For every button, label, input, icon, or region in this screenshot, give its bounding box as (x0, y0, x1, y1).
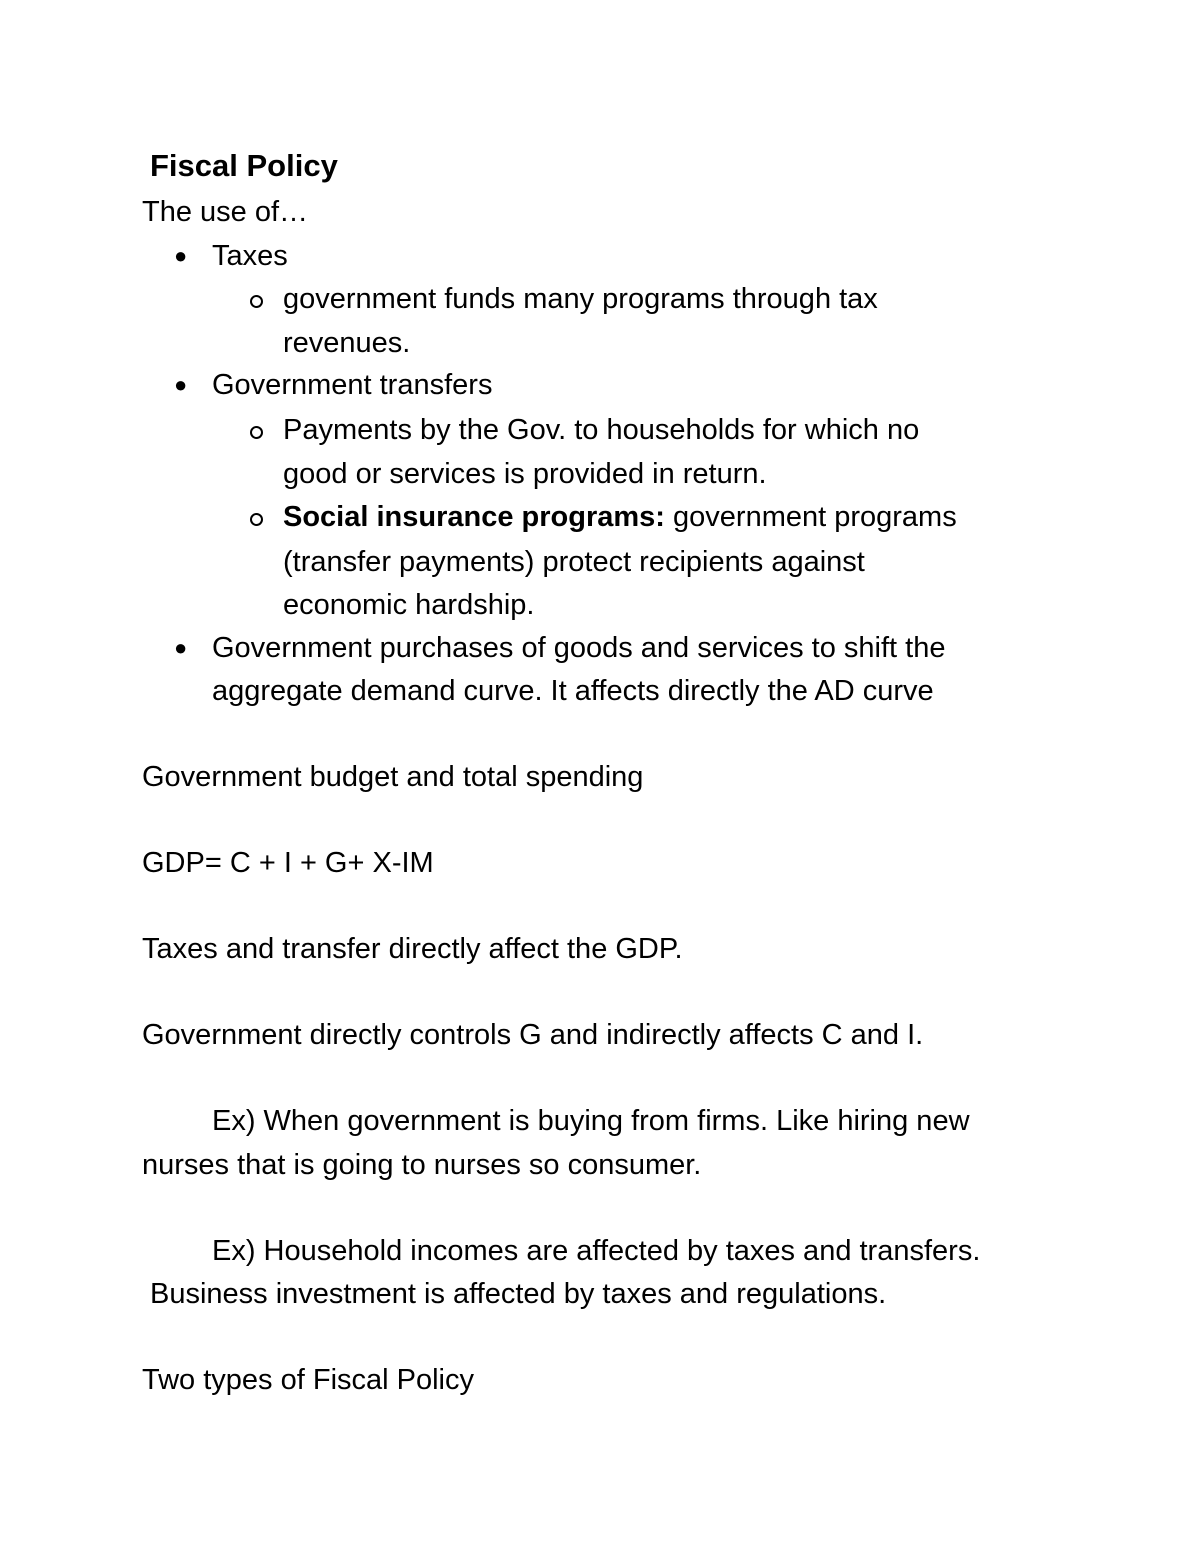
sub-bullet-icon (250, 295, 263, 308)
sub-item-text: government funds many programs through tax (283, 283, 878, 315)
list-item-taxes: Taxes (212, 240, 288, 272)
example-1: Ex) When government is buying from firms. Like hiring new (212, 1105, 970, 1137)
sub-item-text: (transfer payments) protect recipients against (283, 546, 865, 578)
list-item-transfers: Government transfers (212, 369, 493, 401)
example-2-cont: Business investment is affected by taxes and regulations. (150, 1278, 887, 1310)
sub-item-text: economic hardship. (283, 589, 535, 621)
paragraph-gdp-formula: GDP= C + I + G+ X-IM (142, 847, 434, 879)
intro-text: The use of… (142, 196, 309, 228)
example-1-cont: nurses that is going to nurses so consumer. (142, 1149, 702, 1181)
term-bold: Social insurance programs: (283, 501, 665, 533)
example-2: Ex) Household incomes are affected by taxes and transfers. (212, 1235, 981, 1267)
bullet-icon: ● (174, 372, 188, 397)
sub-bullet-icon (250, 513, 263, 526)
list-item-purchases: Government purchases of goods and services to shift the (212, 632, 946, 664)
bullet-icon: ● (174, 243, 188, 268)
paragraph-taxes: Taxes and transfer directly affect the GDP. (142, 933, 683, 965)
sub-item-text: good or services is provided in return. (283, 458, 767, 490)
term-definition: government programs (664, 501, 957, 533)
sub-bullet-icon (250, 426, 263, 439)
sub-item-text (283, 499, 957, 535)
bullet-icon: ● (174, 635, 188, 660)
paragraph-types: Two types of Fiscal Policy (142, 1364, 474, 1396)
paragraph-budget: Government budget and total spending (142, 761, 644, 793)
list-item-purchases-cont: aggregate demand curve. It affects directly the AD curve (212, 675, 934, 707)
sub-item-text: Payments by the Gov. to households for which no (283, 414, 920, 446)
page-title: Fiscal Policy (150, 148, 338, 183)
paragraph-controls: Government directly controls G and indirectly affects C and I. (142, 1019, 924, 1051)
sub-item-text: revenues. (283, 327, 411, 359)
